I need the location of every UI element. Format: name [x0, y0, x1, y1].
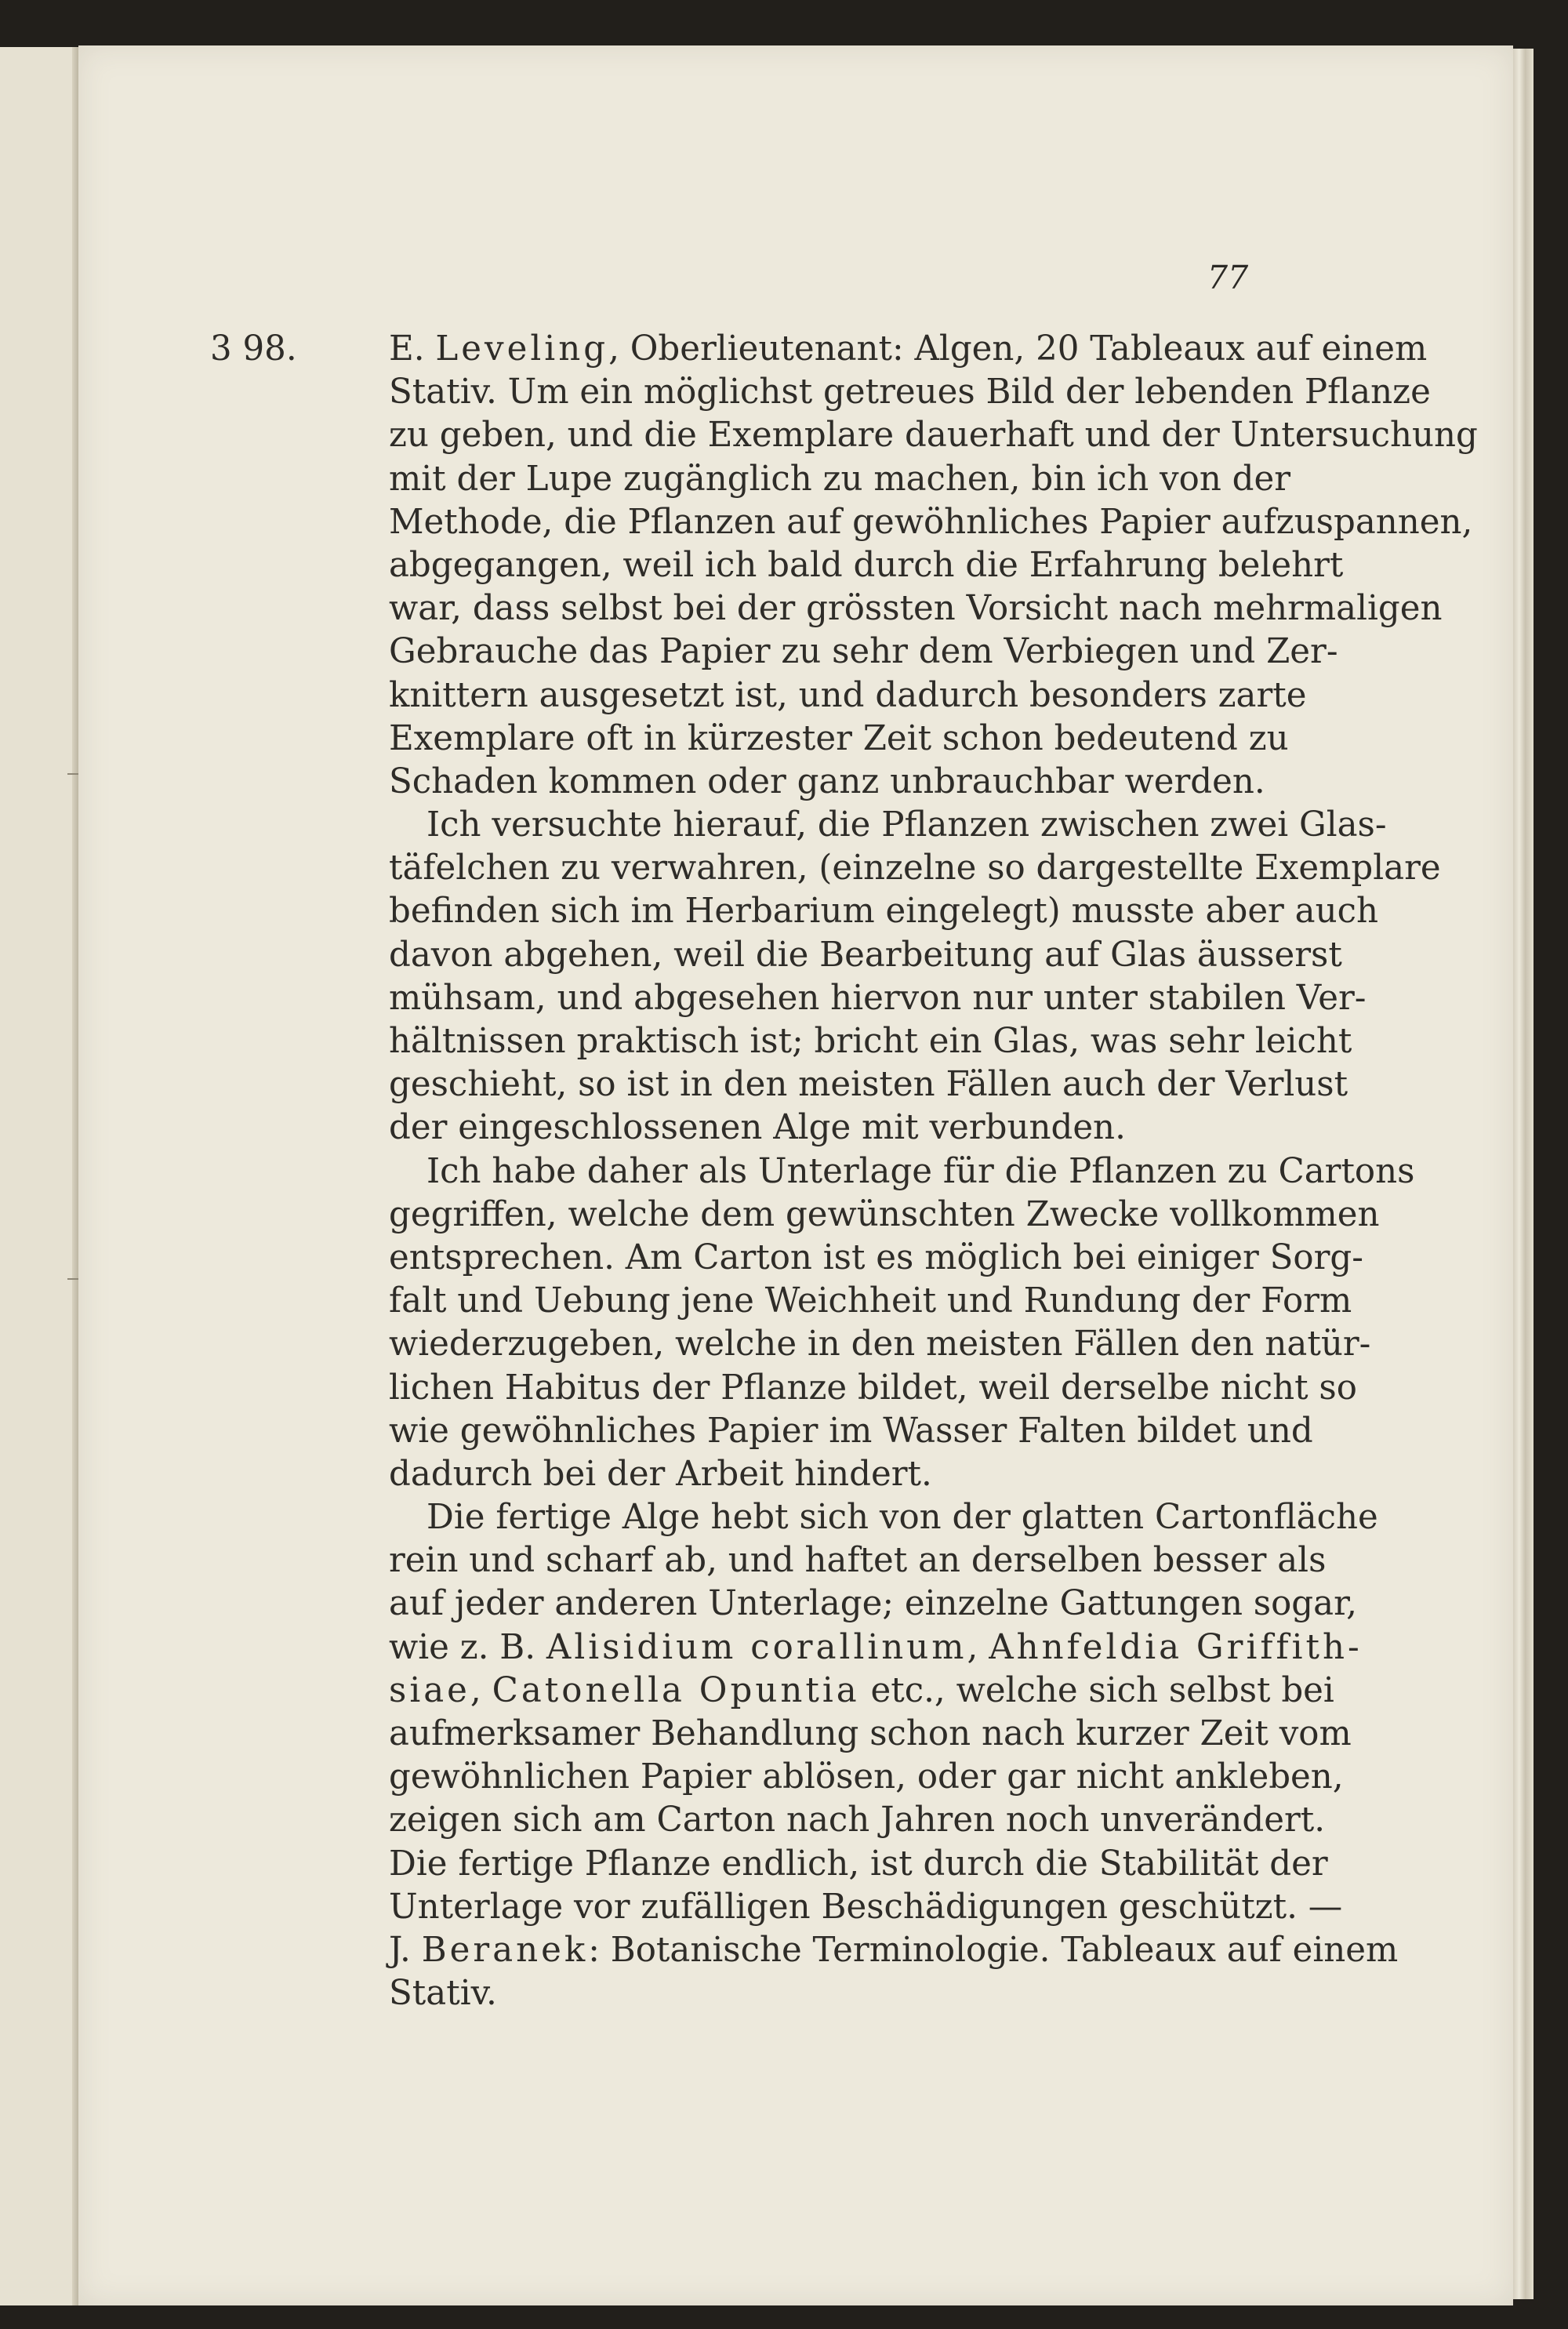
text-run: wie z. B. — [389, 1627, 546, 1667]
text-line — [389, 1367, 1357, 1410]
book-gutter — [72, 47, 78, 2305]
text-run: Methode, die Pflanzen auf gewöhnliches Papier aufzuspannen, — [389, 502, 1473, 542]
text-run: E. — [389, 329, 436, 369]
text-line — [389, 1323, 1371, 1366]
text-run: abgegangen, weil ich bald durch die Erfahrung belehrt — [389, 545, 1344, 585]
text-run: Stativ. Um ein möglichst getreues Bild der lebenden Pflanze — [389, 372, 1431, 412]
text-run: Die fertige Alge hebt sich von der glatten Cartonfläche — [426, 1498, 1378, 1538]
text-run: Unterlage vor zufälligen Beschädigungen geschützt. — — [389, 1887, 1343, 1927]
body-text — [210, 328, 1478, 2015]
spaced-name: Leveling — [435, 329, 609, 369]
text-line — [389, 544, 1344, 587]
text-run: Exemplare oft in kürzester Zeit schon bedeutend zu — [389, 718, 1289, 758]
text-run: entsprechen. Am Carton ist es möglich bei einiger Sorg- — [389, 1237, 1363, 1277]
text-run: gegriffen, welche dem gewünschten Zwecke vollkommen — [389, 1194, 1380, 1234]
text-line — [389, 1713, 1352, 1756]
text-line — [210, 328, 1428, 371]
text-line — [389, 587, 1443, 630]
text-line — [389, 1063, 1348, 1106]
text-line — [389, 630, 1338, 674]
text-run: gewöhnlichen Papier ablösen, oder gar nicht ankleben, — [389, 1757, 1344, 1797]
text-run: war, dass selbst bei der grössten Vorsicht nach mehrmaligen — [389, 589, 1443, 629]
text-run: davon abgehen, weil die Bearbeitung auf Glas äusserst — [389, 935, 1342, 975]
spaced-name: siae — [389, 1670, 470, 1710]
entry-number: 3 98. — [210, 329, 297, 369]
text-line — [389, 371, 1431, 414]
text-line — [389, 804, 1387, 847]
text-line — [389, 1972, 1259, 2015]
text-line — [389, 1150, 1415, 1194]
text-line — [389, 890, 1379, 933]
text-run: der eingeschlossenen Alge mit verbunden. — [389, 1108, 1126, 1148]
text-run: lichen Habitus der Pflanze bildet, weil derselbe nicht so — [389, 1368, 1357, 1408]
previous-page-margin — [0, 47, 80, 2305]
text-run: Gebrauche das Papier zu sehr dem Verbiegen und Zer- — [389, 632, 1338, 672]
spaced-name: Catonella Opuntia — [492, 1670, 860, 1710]
text-run: täfelchen zu verwahren, (einzelne so dargestellte Exemplare — [389, 848, 1441, 888]
text-run: etc., welche sich selbst bei — [859, 1670, 1334, 1710]
text-run: Die fertige Pflanze endlich, ist durch die Stabilität der — [389, 1844, 1328, 1884]
text-line — [389, 1929, 1399, 1972]
text-run: befinden sich im Herbarium eingelegt) musste aber auch — [389, 892, 1379, 932]
text-line — [389, 977, 1367, 1020]
text-run: Ich habe daher als Unterlage für die Pflanzen zu Cartons — [426, 1151, 1415, 1191]
text-line — [389, 414, 1478, 457]
text-run: rein und scharf ab, und haftet an derselben besser als — [389, 1541, 1327, 1581]
text-line — [389, 1886, 1343, 1929]
text-line — [389, 458, 1291, 501]
text-run: mühsam, und abgesehen hiervon nur unter stabilen Ver- — [389, 978, 1367, 1018]
text-run: knittern ausgesetzt ist, und dadurch besonders zarte — [389, 675, 1307, 715]
text-run: J. — [389, 1930, 422, 1970]
text-run: geschieht, so ist in den meisten Fällen auch der Verlust — [389, 1065, 1348, 1105]
text-line — [389, 718, 1289, 761]
text-line — [389, 761, 1265, 804]
text-run: Stativ. — [389, 1974, 497, 2014]
text-run: wie gewöhnliches Papier im Wasser Falten bildet und — [389, 1411, 1313, 1451]
text-line — [389, 1410, 1313, 1453]
text-run: hältnissen praktisch ist; bricht ein Glas, was sehr leicht — [389, 1022, 1352, 1061]
text-line — [389, 1020, 1352, 1063]
page-stack-edge — [1513, 49, 1534, 2299]
text-run: dadurch bei der Arbeit hindert. — [389, 1454, 932, 1494]
text-run: Ich versuchte hierauf, die Pflanzen zwischen zwei Glas- — [426, 805, 1387, 845]
spaced-name: Ahnfeldia Griffith- — [989, 1627, 1363, 1667]
text-line — [389, 847, 1441, 890]
spaced-name: Beranek — [421, 1930, 589, 1970]
text-line — [389, 1106, 1259, 1150]
text-line — [389, 674, 1307, 718]
text-run: zeigen sich am Carton nach Jahren noch unverändert. — [389, 1800, 1326, 1840]
page-number: 77 — [1207, 259, 1249, 296]
text-line — [389, 1539, 1327, 1582]
text-line — [389, 1626, 1363, 1670]
text-line — [389, 1670, 1334, 1713]
text-run: mit der Lupe zugänglich zu machen, bin ich von der — [389, 459, 1291, 499]
text-line — [389, 1194, 1380, 1237]
text-line — [389, 1756, 1344, 1799]
text-line — [389, 1453, 1259, 1496]
spaced-name: Alisidium corallinum — [546, 1627, 967, 1667]
text-run: , Oberlieutenant: Algen, 20 Tableaux auf einem — [608, 329, 1428, 369]
text-line — [389, 1496, 1378, 1539]
text-line — [389, 1237, 1363, 1280]
text-line — [389, 1843, 1328, 1886]
text-run: falt und Uebung jene Weichheit und Rundung der Form — [389, 1281, 1352, 1321]
text-line — [389, 1799, 1326, 1842]
text-line — [389, 1582, 1357, 1626]
text-run: : Botanische Terminologie. Tableaux auf einem — [588, 1930, 1399, 1970]
text-line — [389, 1280, 1352, 1323]
text-line — [389, 501, 1473, 544]
text-run: , — [470, 1670, 492, 1710]
text-run: aufmerksamer Behandlung schon nach kurzer Zeit vom — [389, 1714, 1352, 1753]
text-run: Schaden kommen oder ganz unbrauchbar werden. — [389, 761, 1265, 801]
text-run: zu geben, und die Exemplare dauerhaft und der Untersuchung — [389, 416, 1478, 456]
text-run: wiederzugeben, welche in den meisten Fällen den natür- — [389, 1324, 1371, 1364]
text-line — [389, 934, 1342, 977]
text-run: , — [967, 1627, 989, 1667]
text-run: auf jeder anderen Unterlage; einzelne Gattungen sogar, — [389, 1584, 1357, 1624]
